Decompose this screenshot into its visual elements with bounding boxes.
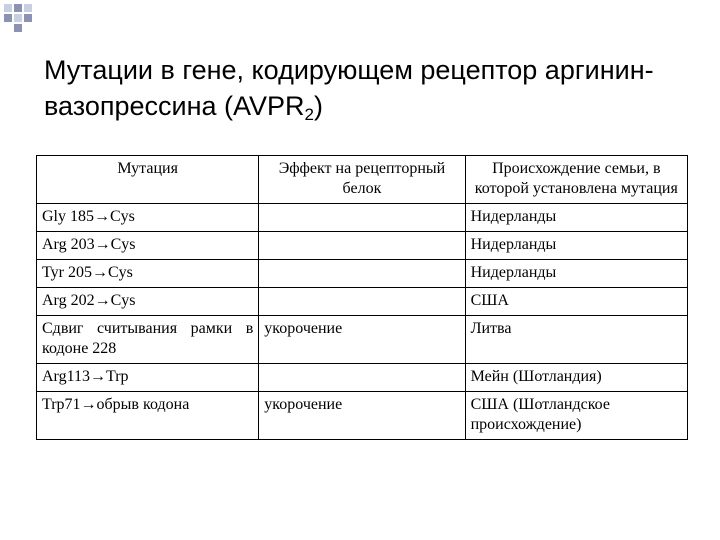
cell-mutation: Arg 202→Cys <box>37 288 259 316</box>
cell-effect <box>259 364 465 392</box>
cell-origin: Мейн (Шотландия) <box>465 364 687 392</box>
cell-origin: Нидерланды <box>465 260 687 288</box>
cell-mutation: Сдвиг считывания рамки в кодоне 228 <box>37 316 259 364</box>
title-main: Мутации в гене, кодирующем рецептор аргинин-вазопрессина (AVPR <box>44 55 654 121</box>
table-row <box>37 316 688 364</box>
table-header-row <box>37 156 688 204</box>
cell-origin: Литва <box>465 316 687 364</box>
table-row <box>37 288 688 316</box>
cell-mutation: Tyr 205→Cys <box>37 260 259 288</box>
cell-effect <box>259 204 465 232</box>
cell-effect <box>259 232 465 260</box>
cell-mutation: Gly 185→Cys <box>37 204 259 232</box>
corner-decoration <box>0 0 60 40</box>
cell-effect <box>259 260 465 288</box>
title-end: ) <box>314 91 323 121</box>
cell-mutation: Arg113→Trp <box>37 364 259 392</box>
slide-title <box>44 52 684 124</box>
cell-effect: укорочение <box>259 392 465 440</box>
title-subscript: 2 <box>304 105 314 124</box>
cell-origin: США (Шотландское происхождение) <box>465 392 687 440</box>
cell-origin: Нидерланды <box>465 204 687 232</box>
table-row <box>37 364 688 392</box>
cell-effect: укорочение <box>259 316 465 364</box>
cell-origin: США <box>465 288 687 316</box>
table-row <box>37 232 688 260</box>
table-row <box>37 204 688 232</box>
mutations-table <box>36 155 688 440</box>
cell-mutation: Trp71→обрыв кодона <box>37 392 259 440</box>
cell-mutation: Arg 203→Cys <box>37 232 259 260</box>
header-origin: Происхождение семьи, в которой установлена мутация <box>465 156 687 204</box>
cell-origin: Нидерланды <box>465 232 687 260</box>
table-row <box>37 392 688 440</box>
cell-effect <box>259 288 465 316</box>
header-mutation: Мутация <box>37 156 259 204</box>
table-row <box>37 260 688 288</box>
header-effect: Эффект на рецепторный белок <box>259 156 465 204</box>
